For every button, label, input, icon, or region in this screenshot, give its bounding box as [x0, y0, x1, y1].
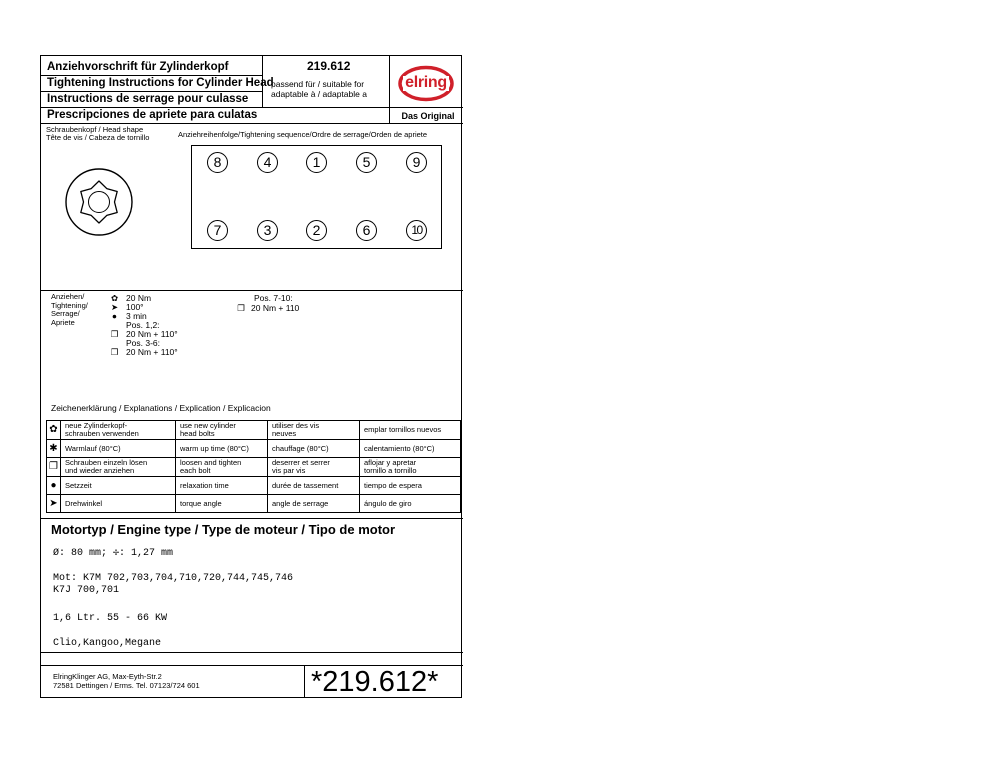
loosen-tighten-symbol: ❐	[47, 458, 61, 477]
elring-logo	[397, 65, 455, 102]
part-number: 219.612	[307, 59, 351, 73]
title-de: Anziehvorschrift für Zylinderkopf	[47, 61, 229, 73]
legend-de: Schrauben einzeln lösen und wieder anziehen	[61, 458, 176, 477]
part-number-large: *219.612*	[311, 666, 439, 698]
step-row: ✿ 20 Nm	[103, 293, 178, 302]
bolt-position-10: 10	[406, 220, 427, 241]
legend-row	[47, 421, 461, 440]
legend-en: use new cylinder head bolts	[176, 421, 268, 440]
legend-row	[47, 495, 461, 513]
legend-en: torque angle	[176, 495, 268, 513]
head-shape-label-2: Tête de vis / Cabeza de tornillo	[46, 133, 150, 142]
legend-fr: utiliser des vis neuves	[268, 421, 360, 440]
warm-up-symbol: ✱	[47, 440, 61, 458]
step-row: ❐ 20 Nm + 110°	[103, 329, 178, 338]
loosen-tighten-symbol: ❐	[110, 347, 119, 357]
divider	[41, 91, 262, 92]
tightening-steps	[103, 293, 178, 356]
logo-tagline: Das Original	[401, 111, 455, 121]
legend-en: relaxation time	[176, 477, 268, 495]
suitable-line-2: adaptable à / adaptable a	[271, 89, 367, 99]
relaxation-symbol: ●	[111, 311, 118, 321]
divider	[389, 56, 390, 123]
step-row: ➤ 100°	[103, 302, 178, 311]
sequence-label: Anziehreihenfolge/Tightening sequence/Ordre de serrage/Orden de apriete	[178, 130, 428, 139]
legend-es: aflojar y apretar tornillo a tornillo	[360, 458, 461, 477]
title-fr: Instructions de serrage pour culasse	[47, 93, 249, 105]
step-row: Pos. 3-6:	[126, 338, 161, 348]
divider	[41, 75, 262, 76]
torque-angle-symbol: ➤	[47, 495, 61, 513]
legend-de: Drehwinkel	[61, 495, 176, 513]
bolt-position-4: 4	[257, 152, 278, 173]
legend-de: Warmlauf (80°C)	[61, 440, 176, 458]
legend-fr: angle de serrage	[268, 495, 360, 513]
legend-row	[47, 440, 461, 458]
legend-es: ángulo de giro	[360, 495, 461, 513]
displacement-power: 1,6 Ltr. 55 - 66 KW	[53, 613, 168, 624]
new-bolts-symbol: ✿	[47, 421, 61, 440]
bolt-position-7: 7	[207, 220, 228, 241]
legend-fr: durée de tassement	[268, 477, 360, 495]
torx-head-icon	[64, 167, 134, 237]
bolt-position-5: 5	[356, 152, 377, 173]
divider	[262, 56, 263, 107]
legend-es: emplar tornillos nuevos	[360, 421, 461, 440]
legend-de: neue Zylinderkopf- schrauben verwenden	[61, 421, 176, 440]
divider	[41, 290, 463, 291]
legend-es: calentamiento (80°C)	[360, 440, 461, 458]
sequence-box	[191, 145, 442, 249]
divider	[41, 107, 463, 108]
tightening-steps-right: Pos. 7-10: ❐ 20 Nm + 110	[231, 293, 299, 313]
title-es: Prescripciones de apriete para culatas	[47, 109, 258, 121]
legend-en: loosen and tighten each bolt	[176, 458, 268, 477]
loosen-tighten-symbol: ❐	[237, 303, 245, 313]
legend-fr: deserrer et serrer vis par vis	[268, 458, 360, 477]
instruction-sheet	[40, 55, 462, 698]
bore-line: Ø: 80 mm; ✢: 1,27 mm	[53, 548, 174, 559]
relaxation-symbol: ●	[47, 477, 61, 495]
legend-heading: Zeichenerklärung / Explanations / Explication / Explicacion	[51, 403, 271, 413]
legend-es: tiempo de espera	[360, 477, 461, 495]
suitable-line-1: passend für / suitable for	[271, 79, 365, 89]
angle-symbol: ➤	[110, 302, 119, 312]
step-row: ● 3 min	[103, 311, 178, 320]
bolt-position-9: 9	[406, 152, 427, 173]
loosen-tighten-symbol: ❐	[110, 329, 119, 339]
step-row: Pos. 1,2:	[126, 320, 160, 330]
legend-table	[46, 420, 461, 513]
head-shape-label-1: Schraubenkopf / Head shape	[46, 125, 144, 134]
bolt-position-8: 8	[207, 152, 228, 173]
new-bolts-symbol: ✿	[110, 293, 119, 303]
divider	[41, 652, 463, 653]
vehicle-models: Clio,Kangoo,Megane	[53, 638, 162, 649]
legend-fr: chauffage (80°C)	[268, 440, 360, 458]
legend-row	[47, 458, 461, 477]
title-en: Tightening Instructions for Cylinder Head	[47, 77, 274, 89]
engine-codes-line-1: Mot: K7M 702,703,704,710,720,744,745,746	[53, 573, 294, 584]
divider	[41, 518, 463, 519]
engine-heading: Motortyp / Engine type / Type de moteur / Tipo de motor	[51, 522, 396, 537]
legend-de: Setzzeit	[61, 477, 176, 495]
company-address-1: ElringKlinger AG, Max-Eyth-Str.2	[53, 672, 162, 681]
divider	[304, 665, 305, 698]
divider	[41, 123, 463, 124]
company-address-2: 72581 Dettingen / Erms. Tel. 07123/724 601	[53, 681, 200, 690]
step-row: ❐ 20 Nm + 110°	[103, 347, 178, 356]
legend-row	[47, 477, 461, 495]
tightening-label: Anziehen/ Tightening/ Serrage/ Apriete	[51, 292, 88, 327]
bolt-position-1: 1	[306, 152, 327, 173]
bolt-position-3: 3	[257, 220, 278, 241]
logo-text: elring	[405, 74, 447, 91]
bolt-position-2: 2	[306, 220, 327, 241]
bolt-position-6: 6	[356, 220, 377, 241]
engine-codes-line-2: K7J 700,701	[53, 585, 120, 596]
legend-en: warm up time (80°C)	[176, 440, 268, 458]
